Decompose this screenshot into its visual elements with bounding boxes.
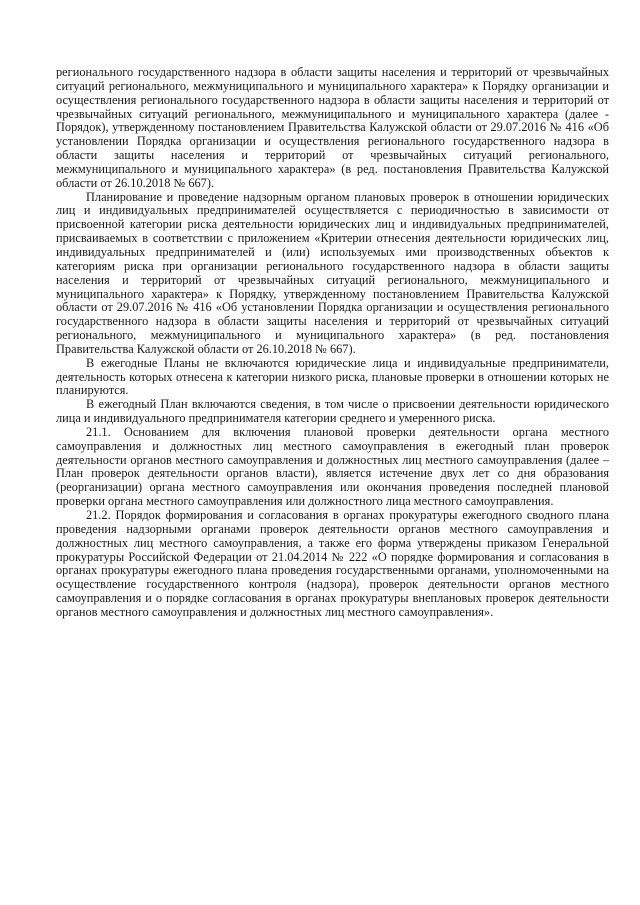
paragraph-21-2: 21.2. Порядок формирования и согласования в органах прокуратуры ежегодного сводного плана проведения надзорными органами проверок деятельности органов местного самоуправления и должностных лиц местного самоуправления, а также его форма утверждены приказом Генеральной прокуратуры Российской Федерации от 21.04.2014 № 222 «О порядке формирования и согласования в органах прокуратуры ежегодного плана проведения государственными органами, уполномоченными на осуществление государственного контроля (надзора), проверок деятельности органов местного самоуправления и о порядке согласования в органах прокуратуры внеплановых проверок деятельности органов местного самоуправления и должностных лиц местного самоуправления». bbox=[56, 508, 609, 619]
paragraph-continuation: регионального государственного надзора в области защиты населения и территорий от чрезвычайных ситуаций регионального, межмуниципального и муниципального характера» к Порядку организации и осуществления регионального государственного надзора в области защиты населения и территорий от чрезвычайных ситуаций регионального, межмуниципального и муниципального характера (далее - Порядок), утвержденному постановлением Правительства Калужской области от 29.07.2016 № 416 «Об установлении Порядка организации и осуществления регионального государственного надзора в области защиты населения и территорий от чрезвычайных ситуаций регионального, межмуниципального и муниципального характера» (в ред. постановления Правительства Калужской области от 26.10.2018 № 667). bbox=[56, 65, 609, 190]
document-page bbox=[56, 66, 609, 620]
paragraph-low-risk-exclusion: В ежегодные Планы не включаются юридические лица и индивидуальные предприниматели, деятельность которых отнесена к категории низкого риска, плановые проверки в отношении которых не планируются. bbox=[56, 355, 609, 398]
paragraph-risk-category-info: В ежегодный План включаются сведения, в том числе о присвоении деятельности юридического лица и индивидуального предпринимателя категории среднего и умеренного риска. bbox=[56, 397, 609, 426]
paragraph-inspection-planning: Планирование и проведение надзорным органом плановых проверок в отношении юридических лиц и индивидуальных предпринимателей осуществляется с периодичностью в зависимости от присвоенной категории риска деятельности юридических лиц и индивидуальных предпринимателей, присваиваемых в соответствии с приложением «Критерии отнесения деятельности юридических лиц, индивидуальных предпринимателей и (или) используемых ими производственных объектов к категориям риска при организации регионального государственного надзора в области защиты населения и территорий от чрезвычайных ситуаций регионального, межмуниципального и муниципального характера» к Порядку, утвержденному постановлением Правительства Калужской области от 29.07.2016 № 416 «Об установлении Порядка организации и осуществления регионального государственного надзора в области защиты населения и территорий от чрезвычайных ситуаций регионального, межмуниципального и муниципального характера» (в ред. постановления Правительства Калужской области от 26.10.2018 № 667). bbox=[56, 189, 609, 356]
paragraph-21-1: 21.1. Основанием для включения плановой проверки деятельности органа местного самоуправления и должностных лиц местного самоуправления в ежегодный план проверок деятельности органов местного самоуправления и должностных лиц местного самоуправления (далее – План проверок деятельности органов власти), является истечение двух лет со дня образования (реорганизации) органа местного самоуправления или окончания проведения последней плановой проверки органа местного самоуправления или должностного лица местного самоуправления. bbox=[56, 424, 609, 509]
